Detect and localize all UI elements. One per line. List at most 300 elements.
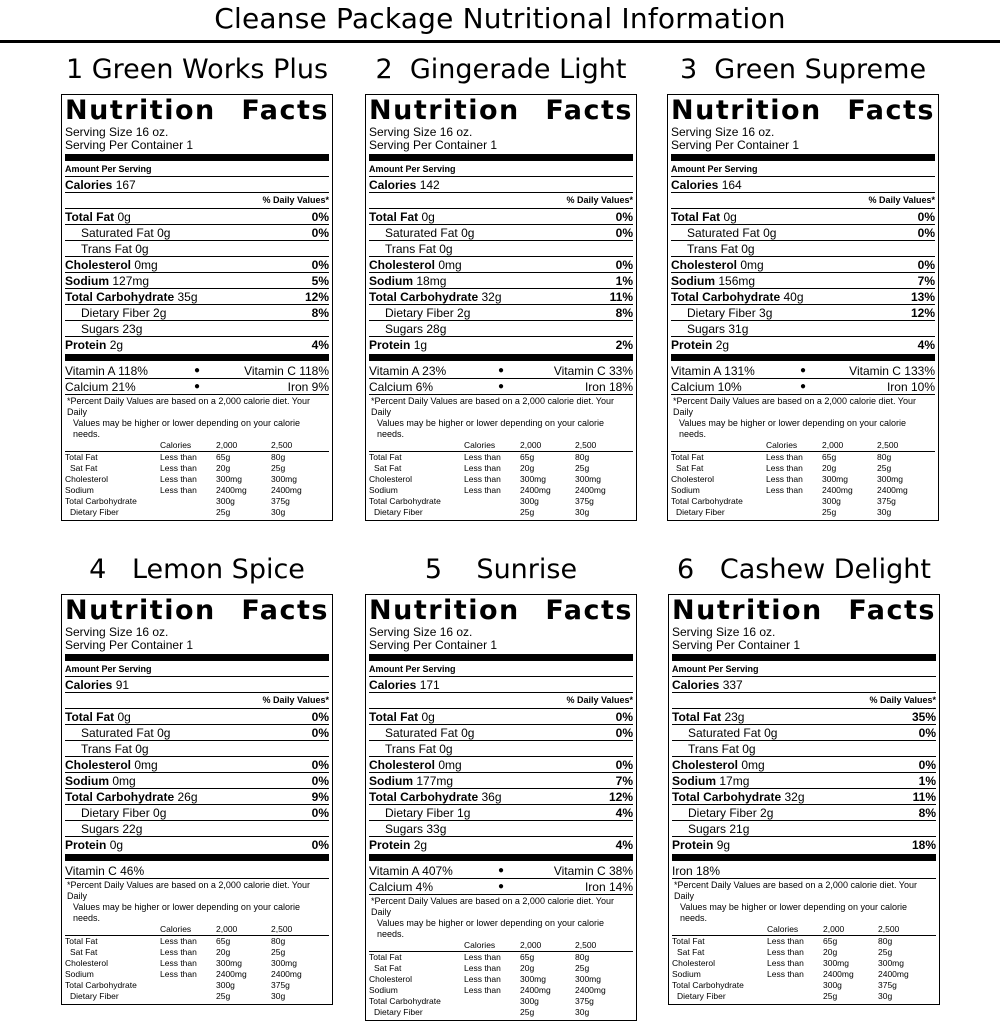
reference-cell: Less than (160, 463, 197, 473)
reference-table-row (671, 485, 935, 496)
sugars-row-amount: 33g (426, 822, 447, 836)
divider-thick (672, 654, 936, 661)
vitamin-right: Vitamin C 38% (553, 864, 633, 878)
reference-cell: Less than (160, 969, 197, 979)
protein-row-amount: 0g (109, 838, 124, 852)
reference-cell: Dietary Fiber (70, 991, 119, 1001)
reference-table-row (672, 947, 936, 958)
sugars-row-label-wrap (671, 321, 748, 336)
cholesterol-row-label: Cholesterol (671, 258, 738, 272)
nutrition-facts-heading (672, 596, 936, 626)
heading-word-nutrition: Nutrition (369, 95, 520, 126)
protein-row-label: Protein (369, 838, 411, 852)
vitamin-mineral-row (65, 863, 329, 879)
reference-cell: 2400mg (520, 485, 551, 495)
bullet-separator: ● (193, 365, 201, 376)
reference-cell: Less than (767, 958, 804, 968)
saturated-fat-row-label: Saturated Fat (385, 226, 458, 240)
reference-table-header (369, 440, 633, 452)
total-fat-row-amount: 0g (421, 210, 435, 224)
protein-row-label: Protein (671, 338, 713, 352)
serving-size: Serving Size 16 oz. (672, 625, 776, 639)
footnote-line-1: *Percent Daily Values are based on a 2,000 calorie diet. Your Daily (673, 396, 916, 417)
reference-header-cell: 2,000 (216, 924, 271, 936)
vitamin-right: Iron 10% (886, 380, 935, 394)
saturated-fat-row (369, 224, 633, 240)
sugars-row-label: Sugars (688, 822, 727, 836)
total-carbohydrate-row (671, 288, 935, 304)
sugars-row-label: Sugars (385, 322, 424, 336)
sodium-row-amount: 18mg (416, 274, 447, 288)
reference-cell: Dietary Fiber (70, 507, 119, 517)
reference-cell: 300mg (271, 958, 297, 968)
total-carbohydrate-row (65, 288, 329, 304)
reference-table-header (369, 940, 633, 952)
reference-cell: Less than (766, 452, 803, 462)
saturated-fat-row-daily-value: 0% (918, 726, 936, 740)
sodium-row-label: Sodium (671, 274, 715, 288)
reference-table-row (671, 452, 935, 464)
sodium-row-daily-value: 7% (917, 274, 935, 288)
reference-cell: Total Carbohydrate (369, 496, 441, 506)
amount-per-serving: Amount Per Serving (369, 664, 456, 674)
reference-cell: 65g (520, 452, 535, 462)
sodium-row-daily-value: 5% (311, 274, 329, 288)
reference-cell: Total Carbohydrate (672, 980, 744, 990)
divider-thick (671, 154, 935, 161)
reference-cell: 2400mg (216, 969, 247, 979)
dietary-fiber-row-label-wrap (369, 805, 470, 820)
nutrition-facts-heading (369, 596, 633, 626)
reference-cell: Dietary Fiber (374, 507, 423, 517)
reference-cell: 300mg (575, 974, 601, 984)
reference-cell: 25g (575, 963, 590, 973)
page-title: Cleanse Package Nutritional Information (214, 2, 786, 35)
nutrition-facts-heading (369, 96, 633, 126)
daily-value-reference-table (369, 440, 633, 518)
sugars-row-label: Sugars (687, 322, 726, 336)
saturated-fat-row (65, 724, 329, 740)
protein-row-label: Protein (65, 338, 107, 352)
reference-cell: 300g (822, 496, 841, 506)
dietary-fiber-row-amount: 0g (153, 806, 167, 820)
total-carbohydrate-row-amount: 36g (481, 790, 502, 804)
trans-fat-row-label-wrap (671, 241, 755, 256)
reference-table-row (369, 974, 633, 985)
reference-header-cell: 2,000 (216, 440, 271, 452)
reference-cell: Sat Fat (374, 463, 402, 473)
dietary-fiber-row-daily-value: 4% (615, 806, 633, 820)
calories-row (369, 676, 633, 692)
dietary-fiber-row-label-wrap (671, 305, 772, 320)
total-carbohydrate-row-daily-value: 11% (609, 290, 633, 304)
serving-size: Serving Size 16 oz. (369, 625, 473, 639)
saturated-fat-row-label-wrap (672, 725, 777, 740)
sodium-row-daily-value: 1% (918, 774, 936, 788)
divider-thick (65, 154, 329, 161)
dietary-fiber-row-label-wrap (65, 305, 166, 320)
total-carbohydrate-row-label-wrap (369, 789, 502, 804)
reference-cell: 300mg (575, 474, 601, 484)
reference-cell: 25g (271, 463, 286, 473)
footnote-line-2: Values may be higher or lower depending on your calorie needs. (377, 418, 604, 439)
reference-cell: Cholesterol (65, 474, 108, 484)
reference-table-header (65, 924, 329, 936)
reference-header-cell: Calories (766, 440, 822, 452)
reference-cell: 300mg (216, 474, 242, 484)
reference-cell: Total Fat (672, 936, 705, 946)
sodium-row-daily-value: 1% (615, 274, 633, 288)
protein-row-amount: 2g (715, 338, 730, 352)
protein-row-amount: 2g (413, 838, 428, 852)
total-carbohydrate-row-amount: 26g (177, 790, 198, 804)
heading-word-nutrition: Nutrition (369, 595, 520, 626)
reference-cell: 300mg (520, 474, 546, 484)
bullet-separator: ● (193, 381, 201, 392)
reference-table-row (369, 463, 633, 474)
daily-values-heading: % Daily Values* (672, 692, 936, 708)
total-fat-row-daily-value: 0% (615, 210, 633, 224)
reference-header-cell (672, 924, 767, 936)
cholesterol-row-label-wrap (672, 757, 765, 772)
saturated-fat-row-daily-value: 0% (311, 726, 329, 740)
dietary-fiber-row-amount: 2g (457, 306, 471, 320)
reference-cell: Less than (464, 452, 501, 462)
total-carbohydrate-row (369, 288, 633, 304)
reference-header-cell (65, 924, 160, 936)
reference-cell: Less than (766, 485, 803, 495)
heading-word-facts: Facts (545, 95, 633, 126)
sugars-row (369, 820, 633, 836)
reference-cell: 25g (520, 507, 535, 517)
total-carbohydrate-row-label-wrap (671, 289, 804, 304)
cholesterol-row-label: Cholesterol (672, 758, 739, 772)
reference-table-row (671, 463, 935, 474)
reference-cell: Less than (160, 474, 197, 484)
amount-per-serving: Amount Per Serving (671, 164, 758, 174)
saturated-fat-row-daily-value: 0% (615, 226, 633, 240)
footnote-line-2: Values may be higher or lower depending on your calorie needs. (377, 918, 604, 939)
total-fat-row-label: Total Fat (65, 710, 115, 724)
reference-cell: Less than (464, 463, 501, 473)
trans-fat-row-label-wrap (369, 741, 453, 756)
dietary-fiber-row-label: Dietary Fiber (385, 306, 454, 320)
reference-table-row (65, 936, 329, 948)
total-carbohydrate-row-amount: 32g (784, 790, 805, 804)
product-name: 1 Green Works Plus (65, 54, 329, 85)
total-carbohydrate-row-label: Total Carbohydrate (672, 790, 782, 804)
dietary-fiber-row-label: Dietary Fiber (385, 806, 454, 820)
protein-row-amount: 9g (716, 838, 731, 852)
reference-table-header (65, 440, 329, 452)
total-fat-row (65, 208, 329, 224)
vitamin-right: Vitamin C 133% (849, 364, 935, 378)
divider-thick (369, 854, 633, 861)
vitamin-left: Vitamin A 131% (671, 364, 755, 378)
sugars-row-label-wrap (65, 821, 142, 836)
total-fat-row-label-wrap (672, 709, 744, 724)
reference-table-row (369, 963, 633, 974)
reference-cell: 20g (520, 963, 535, 973)
cholesterol-row-amount: 0mg (741, 758, 765, 772)
trans-fat-row (65, 240, 329, 256)
servings-per-container: Serving Per Container 1 (65, 638, 194, 652)
trans-fat-row-label: Trans Fat (81, 742, 132, 756)
trans-fat-row-label-wrap (65, 241, 149, 256)
reference-cell: 25g (877, 463, 892, 473)
reference-table-row (65, 496, 329, 507)
total-fat-row-amount: 0g (723, 210, 737, 224)
saturated-fat-row-amount: 0g (763, 226, 777, 240)
reference-header-cell: Calories (160, 440, 216, 452)
reference-cell (464, 496, 520, 507)
servings-per-container: Serving Per Container 1 (369, 638, 498, 652)
daily-value-reference-table (369, 940, 633, 1018)
footnote-line-2: Values may be higher or lower depending on your calorie needs. (73, 902, 300, 923)
total-carbohydrate-row-daily-value: 11% (912, 790, 936, 804)
vitamin-right: Iron 9% (287, 380, 329, 394)
vitamin-left: Calcium 6% (369, 380, 434, 394)
sodium-row-label: Sodium (65, 774, 109, 788)
reference-cell: 25g (575, 463, 590, 473)
dietary-fiber-row-label: Dietary Fiber (687, 306, 756, 320)
reference-table-row (671, 507, 935, 518)
reference-cell: Less than (767, 969, 804, 979)
title-divider (0, 40, 1000, 43)
cholesterol-row-daily-value: 0% (311, 758, 329, 772)
cholesterol-row (65, 256, 329, 272)
reference-cell: 2400mg (271, 485, 302, 495)
reference-cell: 300g (216, 980, 235, 990)
calories-label: Calories (672, 678, 720, 692)
reference-cell: 300g (520, 496, 539, 506)
reference-cell: 2400mg (822, 485, 853, 495)
total-fat-row (65, 708, 329, 724)
product-name: 5 Sunrise (424, 554, 578, 585)
amount-per-serving: Amount Per Serving (65, 664, 152, 674)
product-name: 6 Cashew Delight (676, 554, 932, 585)
daily-values-heading: % Daily Values* (369, 192, 633, 208)
reference-cell: 80g (271, 936, 286, 946)
protein-row-daily-value: 2% (615, 338, 633, 352)
reference-cell: Total Carbohydrate (369, 996, 441, 1006)
calories-value: 167 (115, 178, 136, 192)
calories-value: 171 (419, 678, 440, 692)
daily-value-footnote (671, 395, 935, 440)
cholesterol-row-label: Cholesterol (369, 758, 436, 772)
total-fat-row-daily-value: 0% (311, 210, 329, 224)
calories-row (672, 676, 936, 692)
daily-values-heading: % Daily Values* (65, 192, 329, 208)
saturated-fat-row-daily-value: 0% (311, 226, 329, 240)
reference-cell: 30g (575, 507, 590, 517)
total-fat-row-label-wrap (671, 209, 737, 224)
reference-cell: Dietary Fiber (374, 1007, 423, 1017)
cholesterol-row (369, 756, 633, 772)
cholesterol-row-daily-value: 0% (918, 758, 936, 772)
reference-cell: 2400mg (575, 985, 606, 995)
reference-cell: Less than (160, 936, 197, 946)
sodium-row-label: Sodium (369, 274, 413, 288)
sodium-row-amount: 17mg (719, 774, 750, 788)
sodium-row (671, 272, 935, 288)
total-carbohydrate-row-label-wrap (672, 789, 805, 804)
saturated-fat-row (65, 224, 329, 240)
reference-cell (464, 996, 520, 1007)
saturated-fat-row (369, 724, 633, 740)
reference-cell: 30g (271, 507, 286, 517)
vitamin-left: Vitamin A 407% (369, 864, 453, 878)
dietary-fiber-row-daily-value: 8% (918, 806, 936, 820)
reference-cell: Total Fat (369, 952, 402, 962)
reference-cell: Less than (464, 974, 501, 984)
reference-cell: Less than (464, 485, 501, 495)
dietary-fiber-row (65, 304, 329, 320)
cholesterol-row-amount: 0mg (438, 758, 462, 772)
saturated-fat-row-amount: 0g (764, 726, 778, 740)
cholesterol-row-amount: 0mg (134, 258, 158, 272)
total-carbohydrate-row-amount: 35g (177, 290, 198, 304)
reference-cell: 2400mg (575, 485, 606, 495)
footnote-line-2: Values may be higher or lower depending on your calorie needs. (679, 418, 906, 439)
bullet-separator: ● (799, 365, 807, 376)
total-carbohydrate-row-amount: 40g (783, 290, 804, 304)
reference-table-row (369, 1007, 633, 1018)
vitamin-mineral-row (369, 363, 633, 379)
total-fat-row-label-wrap (65, 709, 131, 724)
reference-table-row (672, 980, 936, 991)
vitamin-mineral-row (369, 863, 633, 879)
reference-cell: 20g (520, 463, 535, 473)
daily-value-footnote (369, 895, 633, 940)
sugars-row-label-wrap (65, 321, 142, 336)
protein-row (369, 836, 633, 852)
protein-row (369, 336, 633, 352)
trans-fat-row-amount: 0g (135, 742, 149, 756)
sodium-row-label: Sodium (65, 274, 109, 288)
trans-fat-row (672, 740, 936, 756)
trans-fat-row-label: Trans Fat (688, 742, 739, 756)
reference-cell: 300mg (520, 974, 546, 984)
reference-cell: Less than (464, 474, 501, 484)
divider-thick (369, 154, 633, 161)
vitamin-mineral-row (671, 379, 935, 395)
calories-row (369, 176, 633, 192)
calories-label: Calories (65, 678, 113, 692)
saturated-fat-row-label: Saturated Fat (385, 726, 458, 740)
reference-cell: Sodium (65, 969, 94, 979)
reference-header-cell: 2,500 (271, 924, 329, 936)
total-carbohydrate-row-label: Total Carbohydrate (65, 290, 175, 304)
reference-cell: 80g (877, 452, 892, 462)
dietary-fiber-row-label-wrap (672, 805, 773, 820)
amount-per-serving: Amount Per Serving (672, 664, 759, 674)
reference-cell: 25g (823, 991, 838, 1001)
servings-per-container: Serving Per Container 1 (65, 138, 194, 152)
trans-fat-row (369, 740, 633, 756)
sugars-row (672, 820, 936, 836)
reference-cell: 80g (878, 936, 893, 946)
reference-cell: Sat Fat (676, 463, 704, 473)
saturated-fat-row-amount: 0g (157, 726, 171, 740)
calories-label: Calories (369, 178, 417, 192)
calories-row (65, 176, 329, 192)
sodium-row-label: Sodium (369, 774, 413, 788)
heading-word-facts: Facts (241, 595, 329, 626)
total-fat-row-amount: 0g (117, 210, 131, 224)
saturated-fat-row-label-wrap (369, 725, 474, 740)
total-fat-row-amount: 23g (724, 710, 745, 724)
cholesterol-row (369, 256, 633, 272)
dietary-fiber-row-daily-value: 8% (311, 306, 329, 320)
trans-fat-row-label: Trans Fat (385, 242, 436, 256)
reference-cell: 25g (271, 947, 286, 957)
sugars-row-label: Sugars (385, 822, 424, 836)
reference-cell: 2400mg (216, 485, 247, 495)
trans-fat-row-label-wrap (369, 241, 453, 256)
reference-table-row (65, 463, 329, 474)
reference-cell: Less than (767, 936, 804, 946)
reference-cell: Total Carbohydrate (65, 496, 137, 506)
reference-cell: 20g (822, 463, 837, 473)
total-fat-row-label: Total Fat (369, 710, 419, 724)
reference-cell: Sodium (672, 969, 701, 979)
saturated-fat-row-amount: 0g (461, 226, 475, 240)
protein-row-label-wrap (65, 837, 123, 852)
reference-table-row (369, 474, 633, 485)
cholesterol-row-label-wrap (369, 257, 462, 272)
footnote-line-1: *Percent Daily Values are based on a 2,000 calorie diet. Your Daily (674, 880, 917, 901)
saturated-fat-row-label: Saturated Fat (688, 726, 761, 740)
reference-cell: Dietary Fiber (676, 507, 725, 517)
vitamin-mineral-row (671, 363, 935, 379)
serving-size: Serving Size 16 oz. (671, 125, 775, 139)
total-fat-row-daily-value: 0% (311, 710, 329, 724)
reference-table-row (65, 958, 329, 969)
heading-word-facts: Facts (847, 95, 935, 126)
sodium-row-daily-value: 7% (615, 774, 633, 788)
reference-cell: 2400mg (823, 969, 854, 979)
sodium-row (369, 272, 633, 288)
total-carbohydrate-row-label: Total Carbohydrate (369, 790, 479, 804)
dietary-fiber-row (672, 804, 936, 820)
total-carbohydrate-row (369, 788, 633, 804)
saturated-fat-row-label-wrap (369, 225, 474, 240)
reference-cell: 2400mg (877, 485, 908, 495)
serving-size: Serving Size 16 oz. (65, 625, 169, 639)
saturated-fat-row (672, 724, 936, 740)
reference-header-cell: 2,500 (877, 440, 935, 452)
reference-table-row (369, 996, 633, 1007)
reference-cell: 2400mg (878, 969, 909, 979)
protein-row (65, 836, 329, 852)
reference-table-row (369, 485, 633, 496)
heading-word-facts: Facts (545, 595, 633, 626)
footnote-line-2: Values may be higher or lower depending on your calorie needs. (73, 418, 300, 439)
nutrition-facts-panel (365, 94, 637, 521)
reference-cell: 300mg (823, 958, 849, 968)
reference-table-row (369, 985, 633, 996)
amount-per-serving: Amount Per Serving (65, 164, 152, 174)
trans-fat-row (65, 740, 329, 756)
reference-table-row (672, 991, 936, 1002)
saturated-fat-row-daily-value: 0% (615, 726, 633, 740)
sodium-row-label-wrap (369, 273, 446, 288)
sugars-row (65, 820, 329, 836)
reference-cell (160, 980, 216, 991)
divider-thick (65, 654, 329, 661)
reference-cell: 375g (575, 996, 594, 1006)
